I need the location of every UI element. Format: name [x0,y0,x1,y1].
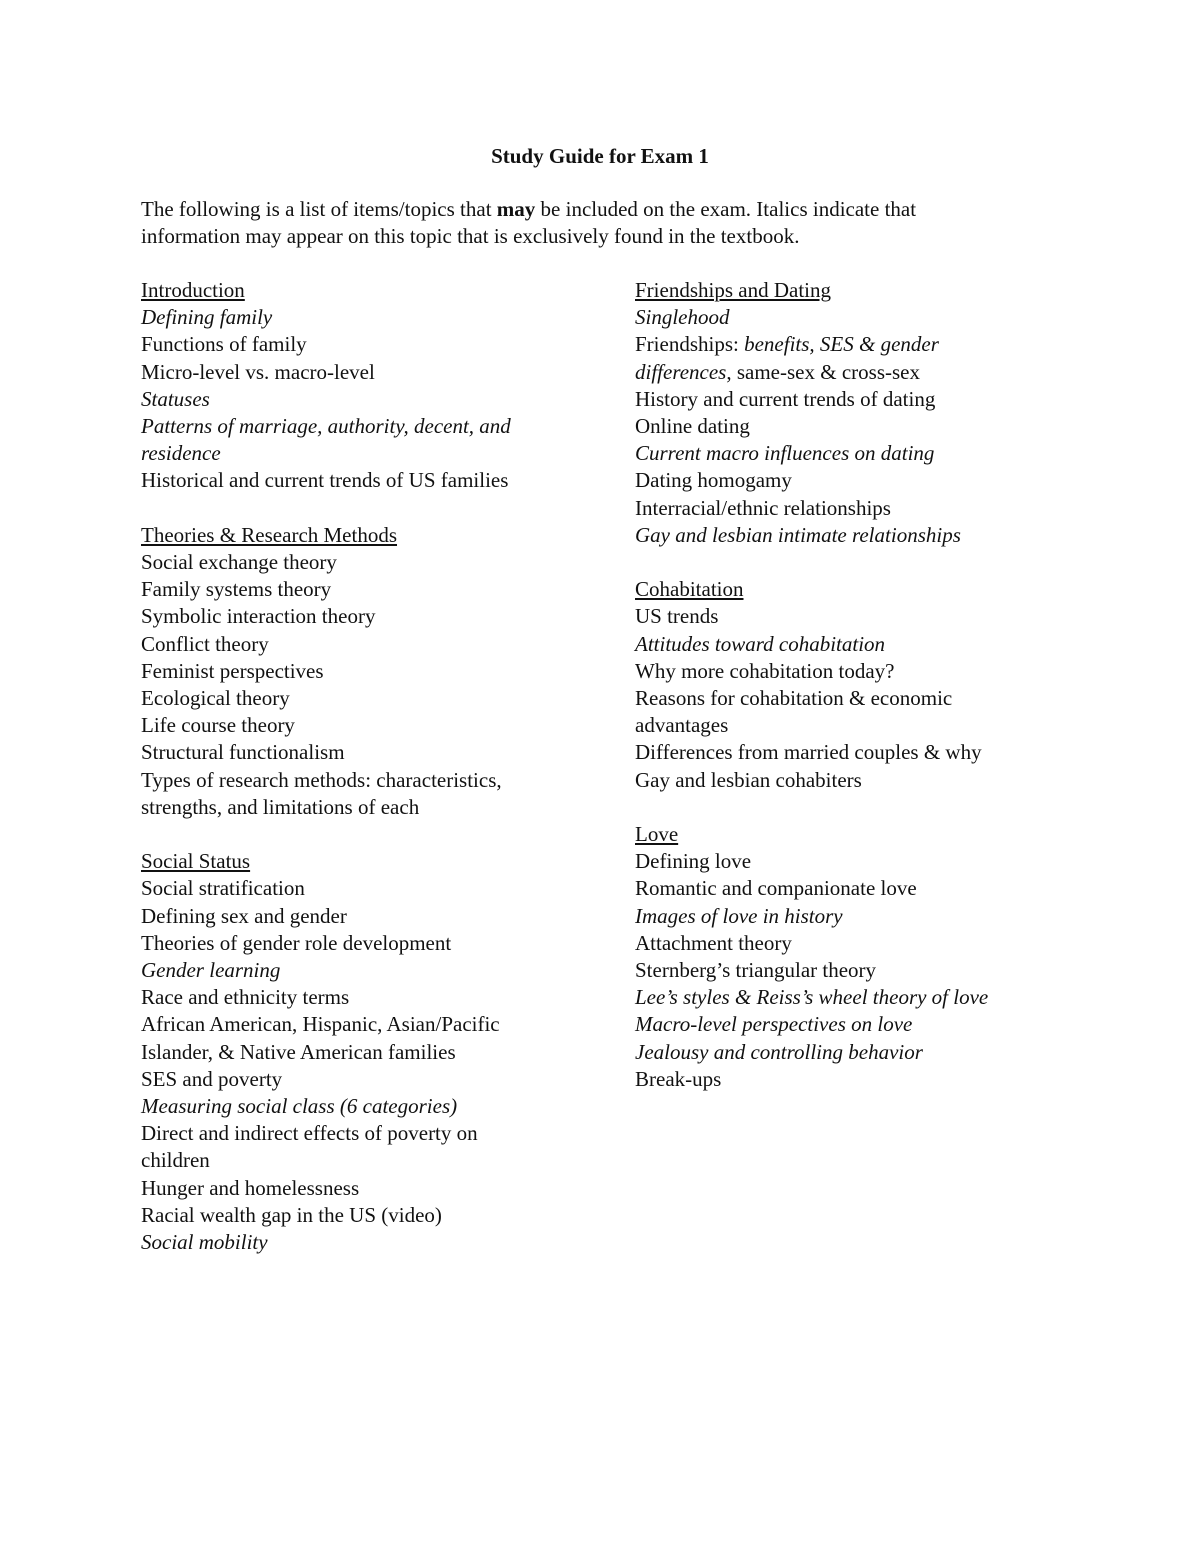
topic-item: Feminist perspectives [141,658,324,683]
topic-text-italic: benefits, SES & gender [744,332,939,357]
topic-item: Gender learning [141,958,281,983]
intro-text-bold: may [496,197,536,221]
topic-item: Life course theory [141,713,295,738]
left-column [141,277,581,1283]
section-love [635,821,1075,1093]
topic-item: Gay and lesbian intimate relationships [635,522,961,547]
topic-item: Types of research methods: characteristics, [141,767,502,792]
topic-item: Theories of gender role development [141,930,452,955]
topic-item: Defining family [141,305,273,330]
section-heading: Social Status [141,849,251,874]
topic-item: Differences from married couples & why [635,740,982,765]
topic-item: History and current trends of dating [635,386,936,411]
topic-item: Hunger and homelessness [141,1175,360,1200]
topic-item: Family systems theory [141,577,332,602]
intro-text-pre: The following is a list of items/topics that [141,197,497,221]
topic-item: Jealousy and controlling behavior [635,1039,923,1064]
topic-item: Attachment theory [635,930,792,955]
topic-text-italic: differences [635,359,727,384]
section-heading: Cohabitation [635,577,744,602]
topic-item: Singlehood [635,305,730,330]
topic-item: Social mobility [141,1230,268,1255]
topic-item: Statuses [141,386,210,411]
topic-item: Dating homogamy [635,468,792,493]
topic-item: strengths, and limitations of each [141,794,420,819]
topic-item: Reasons for cohabitation & economic [635,686,953,711]
topic-item: Measuring social class (6 categories) [141,1094,458,1119]
topic-item: Symbolic interaction theory [141,604,376,629]
topic-item: Why more cohabitation today? [635,658,895,683]
topic-text: , same-sex & cross-sex [726,359,920,384]
topic-item: Historical and current trends of US families [141,468,509,493]
topic-item: Defining sex and gender [141,903,347,928]
topic-item: Images of love in history [635,903,843,928]
topic-item: Social stratification [141,876,305,901]
section-theories-research-methods [141,522,581,821]
topic-item: Sternberg’s triangular theory [635,958,877,983]
topic-item: Break-ups [635,1066,722,1091]
topic-item: Race and ethnicity terms [141,985,350,1010]
topic-item: African American, Hispanic, Asian/Pacific [141,1012,500,1037]
topic-item: residence [141,441,221,466]
topic-item: Attitudes toward cohabitation [635,631,886,656]
topic-item: Social exchange theory [141,550,337,575]
section-heading: Friendships and Dating [635,278,831,302]
page-title: Study Guide for Exam 1 [491,144,709,168]
topic-item: US trends [635,604,719,629]
section-heading: Introduction [141,278,245,302]
intro-line-2: information may appear on this topic that is exclusively found in the textbook. [141,224,800,248]
topic-item: Romantic and companionate love [635,876,917,901]
topic-item: Online dating [635,414,750,439]
topic-item: Interracial/ethnic relationships [635,495,891,520]
topic-text: Friendships: [635,332,745,357]
section-heading: Love [635,822,679,847]
intro-text-post: be included on the exam. Italics indicate that [535,197,917,221]
topic-item: Conflict theory [141,631,269,656]
section-cohabitation [635,576,1075,794]
section-friendships-dating [635,277,1075,549]
topic-item: Islander, & Native American families [141,1039,456,1064]
topic-item [635,359,1075,386]
section-social-status [141,848,581,1256]
topic-item: SES and poverty [141,1066,283,1091]
topic-item: Gay and lesbian cohabiters [635,767,862,792]
topic-item: advantages [635,713,729,738]
topic-item: Functions of family [141,332,307,357]
topic-item: Direct and indirect effects of poverty on [141,1121,478,1146]
topic-item: Macro-level perspectives on love [635,1012,913,1037]
topic-item: Ecological theory [141,686,290,711]
section-introduction [141,277,581,495]
topic-item: Micro-level vs. macro-level [141,359,375,384]
topic-item: Structural functionalism [141,740,345,765]
topic-item: Lee’s styles & Reiss’s wheel theory of love [635,985,989,1010]
intro-line-1 [141,196,1051,223]
topic-item: Racial wealth gap in the US (video) [141,1202,442,1227]
section-heading: Theories & Research Methods [141,522,398,547]
topic-item: Patterns of marriage, authority, decent, and [141,414,511,439]
topic-item: children [141,1148,210,1173]
intro-paragraph [141,196,1051,250]
topic-item [635,331,1075,358]
topic-item: Defining love [635,849,752,874]
topic-item: Current macro influences on dating [635,441,935,466]
right-column [635,277,1075,1120]
